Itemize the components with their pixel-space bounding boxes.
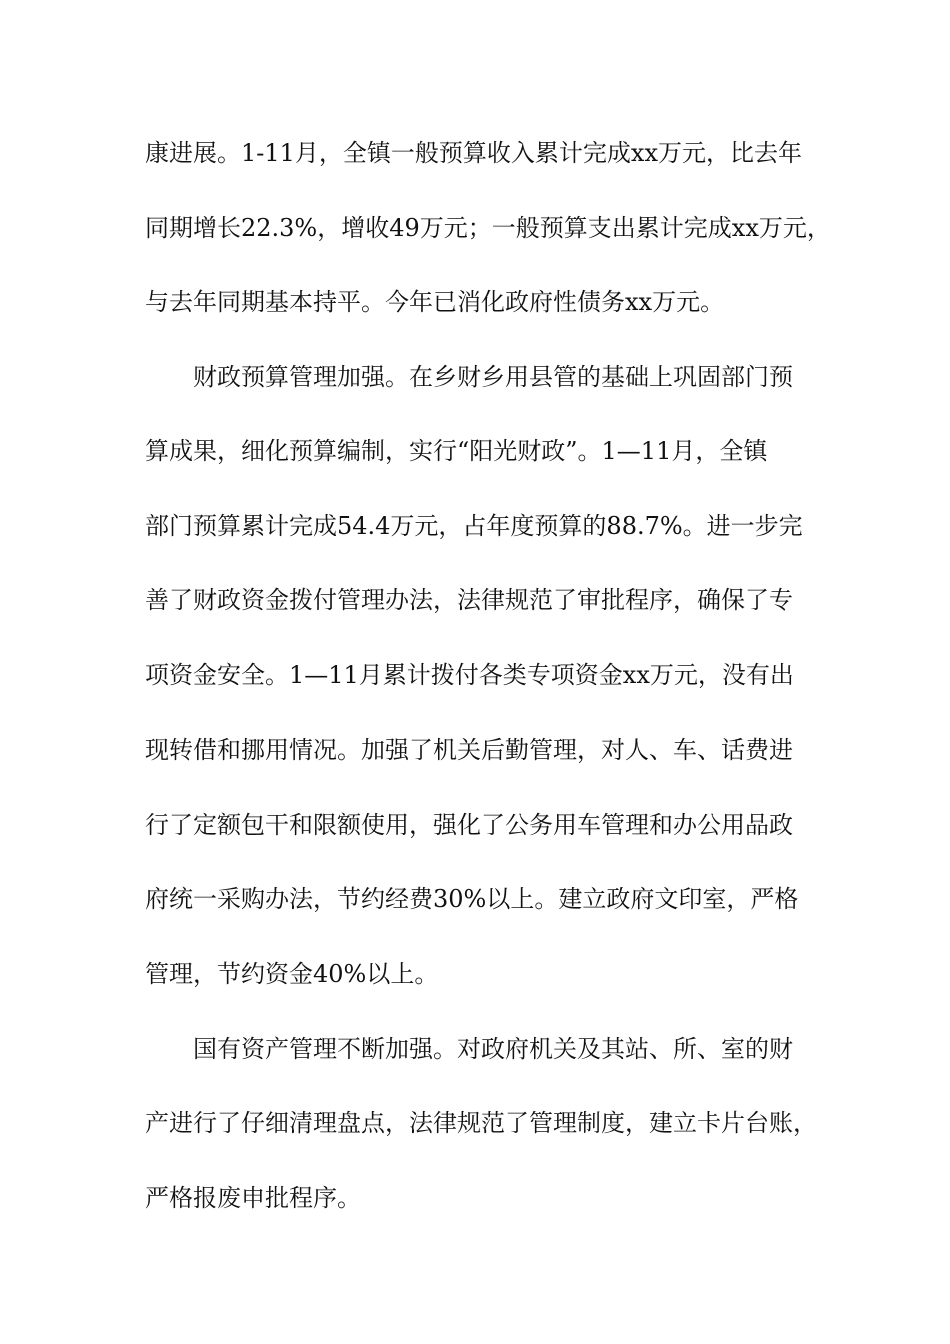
text-line: 产进行了仔细清理盘点，法律规范了管理制度，建立卡片台账， xyxy=(145,1109,817,1137)
text-line: 行了定额包干和限额使用，强化了公务用车管理和办公用品政 xyxy=(145,811,793,839)
text-line: 同期增长22.3%，增收49万元；一般预算支出累计完成xx万元， xyxy=(145,214,831,242)
paragraph-first-line: 财政预算管理加强。在乡财乡用县管的基础上巩固部门预 xyxy=(193,363,793,391)
paragraph-first-line: 国有资产管理不断加强。对政府机关及其站、所、室的财 xyxy=(193,1035,793,1063)
text-line: 算成果，细化预算编制，实行“阳光财政”。1—11月，全镇 xyxy=(145,437,768,465)
text-line: 与去年同期基本持平。今年已消化政府性债务xx万元。 xyxy=(145,288,725,316)
text-line: 现转借和挪用情况。加强了机关后勤管理，对人、车、话费进 xyxy=(145,736,793,764)
text-line: 府统一采购办法，节约经费30%以上。建立政府文印室，严格 xyxy=(145,885,799,913)
text-line: 部门预算累计完成54.4万元，占年度预算的88.7%。进一步完 xyxy=(145,512,803,540)
text-line: 康进展。1-11月，全镇一般预算收入累计完成xx万元，比去年 xyxy=(145,139,802,167)
text-line: 善了财政资金拨付管理办法，法律规范了审批程序，确保了专 xyxy=(145,586,793,614)
text-line: 项资金安全。1—11月累计拨付各类专项资金xx万元，没有出 xyxy=(145,661,794,689)
text-line: 严格报废申批程序。 xyxy=(145,1184,361,1212)
text-line: 管理，节约资金40%以上。 xyxy=(145,960,439,988)
